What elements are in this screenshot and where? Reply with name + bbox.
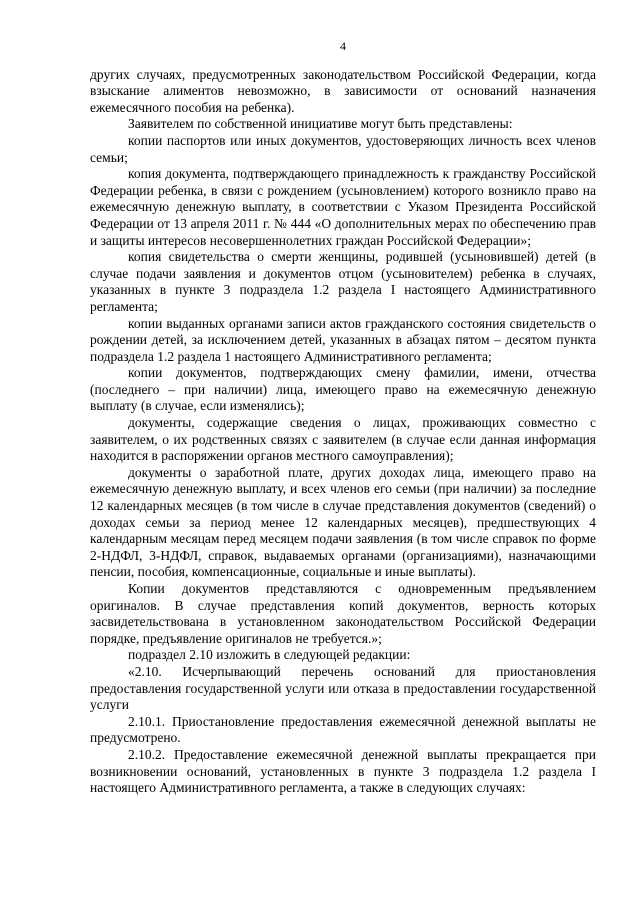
paragraph: 2.10.1. Приостановление предоставления ежемесячной денежной выплаты не предусмотрено.: [90, 713, 596, 746]
document-body: [90, 67, 596, 797]
paragraph: копия свидетельства о смерти женщины, родившей (усыновившей) детей (в случае подачи заявления и документов отцом (усыновителем) ребенка в случаях, указанных в пункте 3 подраздела 1.2 раздела I настоящего Административного регламента;: [90, 249, 596, 314]
page-number: 4: [340, 39, 346, 53]
paragraph: документы, содержащие сведения о лицах, проживающих совместно с заявителем, о их родственных связях с заявителем (в случае если данная информация находится в распоряжении органов местного самоуправления);: [90, 415, 596, 464]
paragraph: Заявителем по собственной инициативе могут быть представлены:: [128, 116, 513, 132]
paragraph: «2.10. Исчерпывающий перечень оснований для приостановления предоставления государственной услуги или отказа в предоставлении государственной услуги: [90, 663, 596, 713]
paragraph: копии документов, подтверждающих смену фамилии, имени, отчества (последнего – при наличии) лица, имеющего право на ежемесячную денежную выплату (в случае, если изменялись);: [90, 365, 596, 414]
paragraph: копии выданных органами записи актов гражданского состояния свидетельств о рождении детей, за исключением детей, указанных в абзацах пятом – десятом пункта подраздела 1.2 раздела 1 настоящего Административного регламента;: [90, 315, 596, 364]
paragraph: подраздел 2.10 изложить в следующей редакции:: [128, 647, 411, 663]
paragraph: других случаях, предусмотренных законодательством Российской Федерации, когда взыскание алиментов невозможно, в зависимости от оснований назначения ежемесячного пособия на ребенка).: [90, 66, 596, 115]
paragraph: копия документа, подтверждающего принадлежность к гражданству Российской Федерации ребенка, в связи с рождением (усыновлением) которого возникло право на ежемесячную денежную выплату, в соответствии с Указом Президента Российской Федерации от 13 апреля 2011 г. № 444 «О дополнительных мерах по обеспечению прав и защиты интересов несовершеннолетних граждан Российской Федерации»;: [90, 166, 596, 248]
paragraph: Копии документов представляются с одновременным предъявлением оригиналов. В случае представления копий документов, верность которых засвидетельствована в установленном законодательством Российской Федерации порядке, предъявление оригиналов не требуется.»;: [90, 581, 596, 646]
paragraph: документы о заработной плате, других доходах лица, имеющего право на ежемесячную денежную выплату, и всех членов его семьи (при наличии) за последние 12 календарных месяцев (в том числе в случае представления документов (сведений) о доходах семьи за период менее 12 календарных месяцев), предшествующих 4 календарным месяцам перед месяцем подачи заявления (в том числе справок по форме 2-НДФЛ, 3-НДФЛ, справок, выдаваемых органами (организациями), назначающими пенсии, пособия, компенсационные, социальные и иные выплаты).: [90, 464, 596, 580]
paragraph: 2.10.2. Предоставление ежемесячной денежной выплаты прекращается при возникновении оснований, установленных в пункте 3 подраздела 1.2 раздела I настоящего Административного регламента, а также в следующих случаях:: [90, 746, 596, 796]
paragraph: копии паспортов или иных документов, удостоверяющих личность всех членов семьи;: [90, 132, 596, 165]
